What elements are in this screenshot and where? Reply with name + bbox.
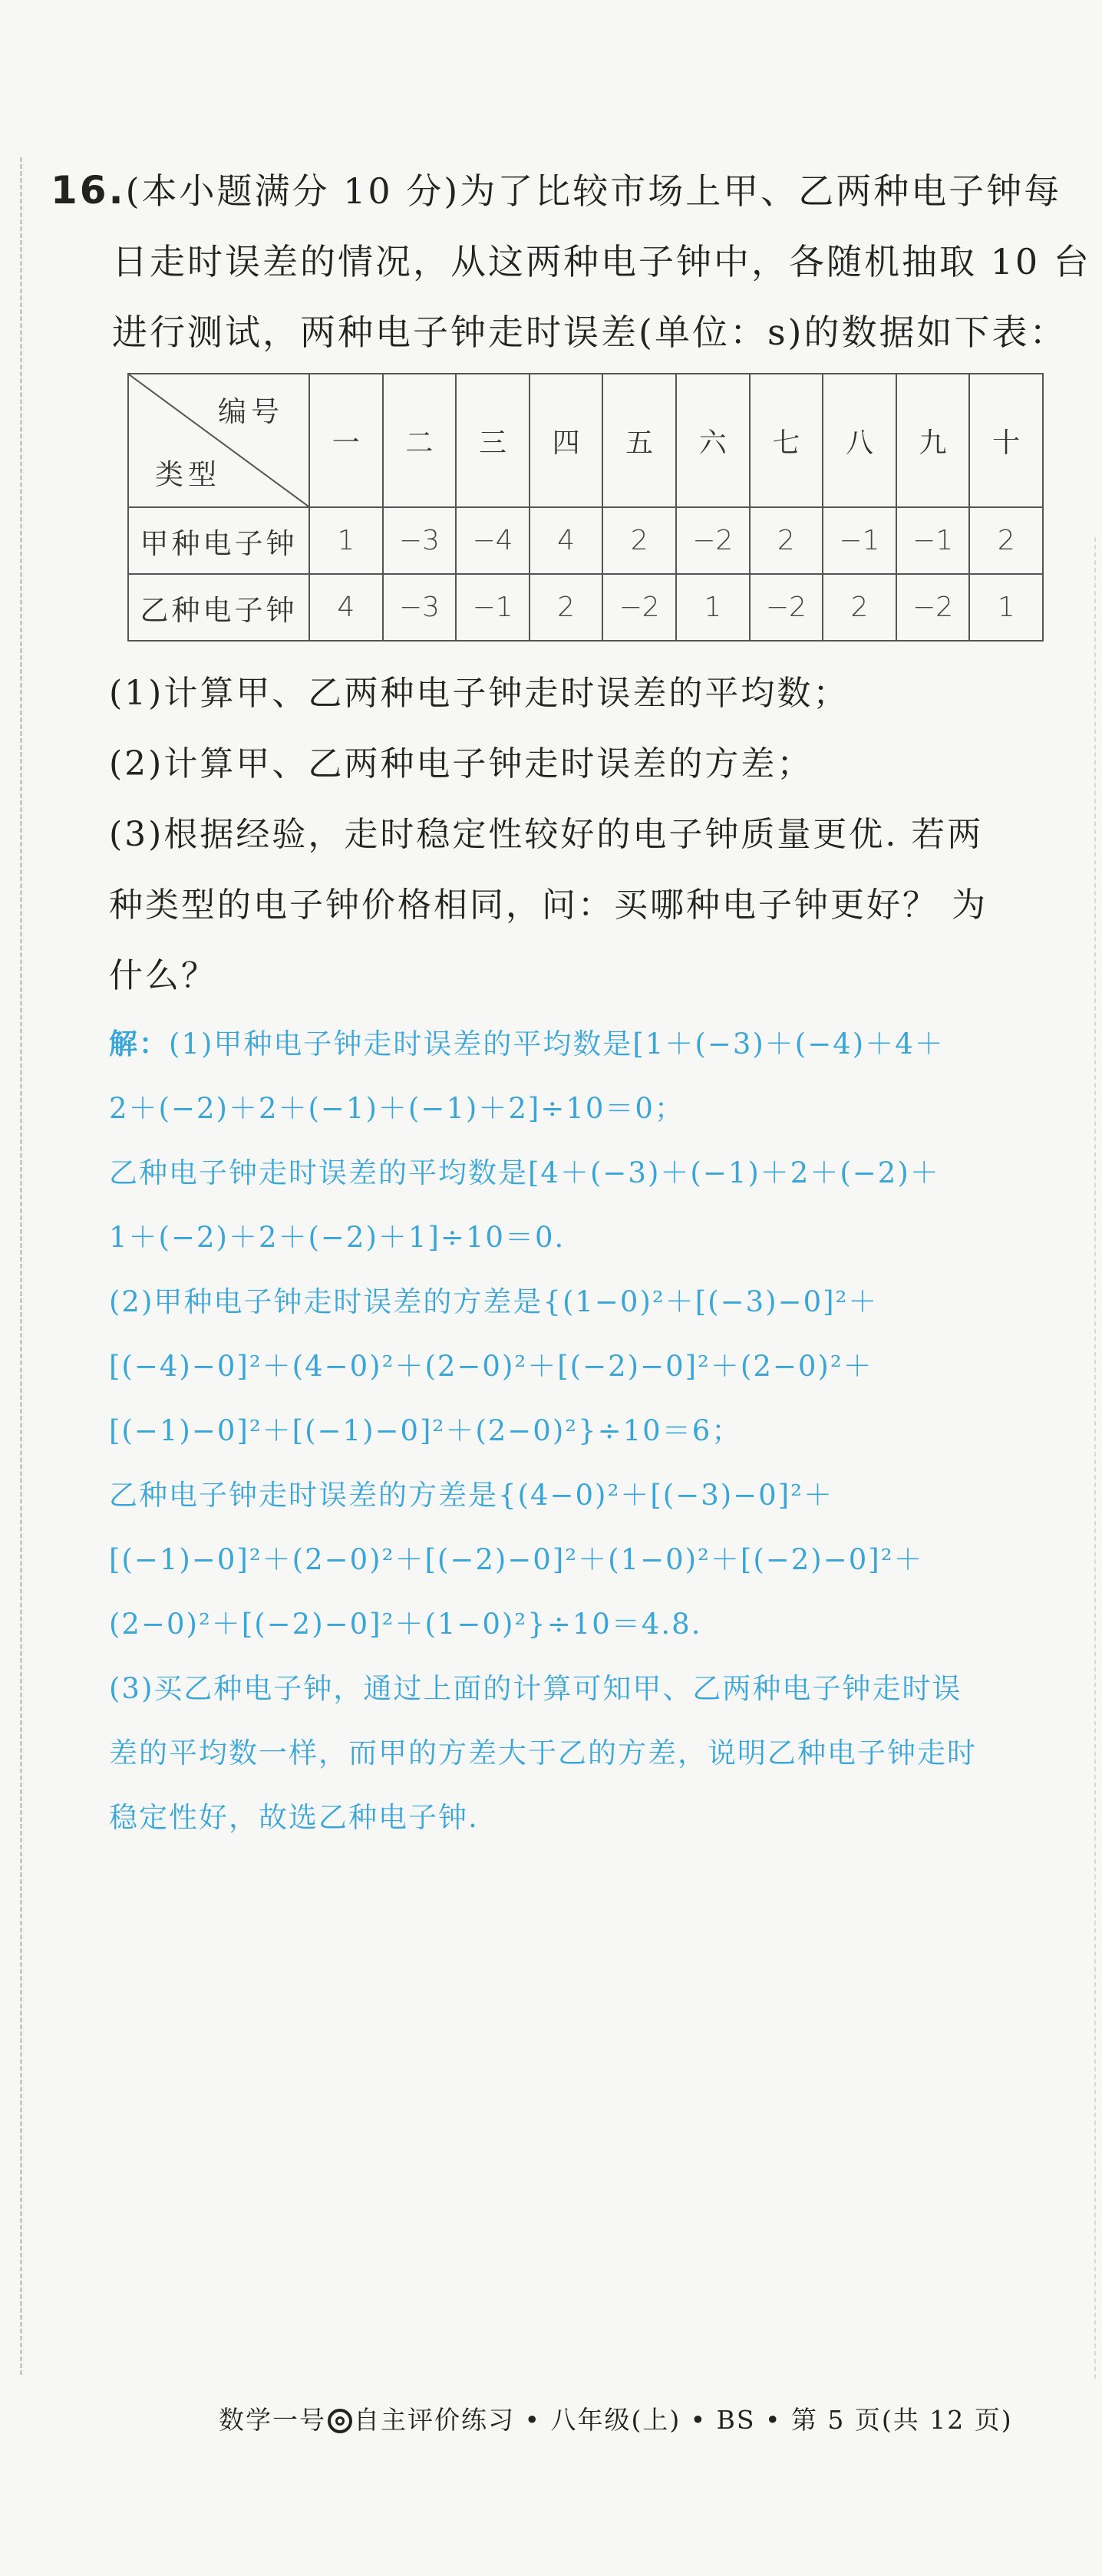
solution-line: 稳定性好，故选乙种电子钟. — [109, 1801, 479, 1834]
right-dashed-rule — [1094, 537, 1096, 2379]
column-header: 四 — [530, 374, 603, 507]
brand-circle-icon — [328, 2409, 352, 2433]
solution-lead: 解： — [109, 1027, 169, 1060]
solution-line: (3)买乙种电子钟，通过上面的计算可知甲、乙两种电子钟走时误 — [109, 1672, 962, 1705]
solution-line: 乙种电子钟走时误差的方差是{(4−0)²＋[(−3)−0]²＋ — [109, 1479, 833, 1512]
solution-line: 2＋(−2)＋2＋(−1)＋(−1)＋2]÷10＝0； — [109, 1092, 685, 1125]
column-header: 三 — [456, 374, 530, 507]
solution-line: [(−4)−0]²＋(4−0)²＋(2−0)²＋[(−2)−0]²＋(2−0)²＋ — [109, 1350, 873, 1383]
solution-line: 1＋(−2)＋2＋(−2)＋1]÷10＝0. — [109, 1221, 566, 1254]
sub-question-3-cont: 种类型的电子钟价格相同，问：买哪种电子钟更好？ 为 — [109, 886, 988, 925]
column-header: 九 — [896, 374, 970, 507]
sub-question-3: (3)根据经验，走时稳定性较好的电子钟质量更优. 若两 — [109, 815, 984, 854]
corner-label-type: 类型 — [155, 458, 221, 491]
footer-info: 自主评价练习 • 八年级(上) • BS • 第 5 页(共 12 页) — [354, 2405, 1013, 2435]
table-row — [128, 507, 1043, 574]
table-cell: −3 — [383, 507, 457, 574]
table-cell: 1 — [676, 574, 750, 641]
table-cell: −2 — [602, 574, 676, 641]
table-cell: −4 — [456, 507, 530, 574]
column-header: 二 — [383, 374, 457, 507]
table-cell: −2 — [676, 507, 750, 574]
column-header: 一 — [309, 374, 383, 507]
solution-line: (2)甲种电子钟走时误差的方差是{(1−0)²＋[(−3)−0]²＋ — [109, 1285, 879, 1318]
column-header: 八 — [823, 374, 896, 507]
solution-line: [(−1)−0]²＋(2−0)²＋[(−2)−0]²＋(1−0)²＋[(−2)−0]²＋ — [109, 1543, 924, 1576]
solution-line: [(−1)−0]²＋[(−1)−0]²＋(2−0)²}÷10＝6； — [109, 1414, 742, 1447]
left-dashed-rule — [20, 157, 22, 2375]
column-header: 六 — [676, 374, 750, 507]
problem-line: (本小题满分 10 分)为了比较市场上甲、乙两种电子钟每 — [125, 170, 1062, 212]
table-cell: 1 — [309, 507, 383, 574]
solution-line: (1)甲种电子钟走时误差的平均数是[1＋(−3)＋(−4)＋4＋ — [169, 1027, 945, 1060]
table-cell: −1 — [823, 507, 896, 574]
error-data-table — [127, 373, 1044, 642]
problem-line: 日走时误差的情况，从这两种电子钟中，各随机抽取 10 台 — [112, 241, 1091, 282]
table-cell: −2 — [750, 574, 823, 641]
table-cell: 2 — [602, 507, 676, 574]
problem-line: 进行测试，两种电子钟走时误差(单位：s)的数据如下表： — [112, 312, 1067, 353]
table-corner-cell — [128, 374, 309, 507]
table-cell: 2 — [530, 574, 603, 641]
page-footer — [219, 2400, 1013, 2436]
solution-line: 差的平均数一样，而甲的方差大于乙的方差，说明乙种电子钟走时 — [109, 1737, 977, 1770]
column-header: 五 — [602, 374, 676, 507]
table-header-row — [128, 374, 1043, 507]
table-cell: −1 — [456, 574, 530, 641]
table-cell: 4 — [309, 574, 383, 641]
question-number: 16. — [51, 168, 126, 213]
table-cell: −1 — [896, 507, 970, 574]
table-row — [128, 574, 1043, 641]
row-label: 甲种电子钟 — [128, 507, 309, 574]
solution-line: 乙种电子钟走时误差的平均数是[4＋(−3)＋(−1)＋2＋(−2)＋ — [109, 1156, 940, 1189]
column-header: 七 — [750, 374, 823, 507]
sub-question-3-cont: 什么？ — [109, 956, 217, 995]
solution-block — [109, 1011, 1061, 1850]
row-label: 乙种电子钟 — [128, 574, 309, 641]
table-cell: 4 — [530, 507, 603, 574]
table-cell: −3 — [383, 574, 457, 641]
sub-question-2: (2)计算甲、乙两种电子钟走时误差的方差； — [109, 744, 813, 783]
table-cell: 2 — [969, 507, 1043, 574]
table-cell: 2 — [823, 574, 896, 641]
corner-label-number: 编号 — [218, 395, 284, 428]
footer-brand: 数学一号 — [219, 2405, 326, 2435]
solution-line: (2−0)²＋[(−2)−0]²＋(1−0)²}÷10＝4.8. — [109, 1608, 702, 1641]
table-cell: 1 — [969, 574, 1043, 641]
problem-statement — [51, 155, 1091, 368]
table-cell: −2 — [896, 574, 970, 641]
column-header: 十 — [969, 374, 1043, 507]
table-cell: 2 — [750, 507, 823, 574]
sub-questions — [109, 658, 1053, 1011]
sub-question-1: (1)计算甲、乙两种电子钟走时误差的平均数； — [109, 674, 850, 713]
